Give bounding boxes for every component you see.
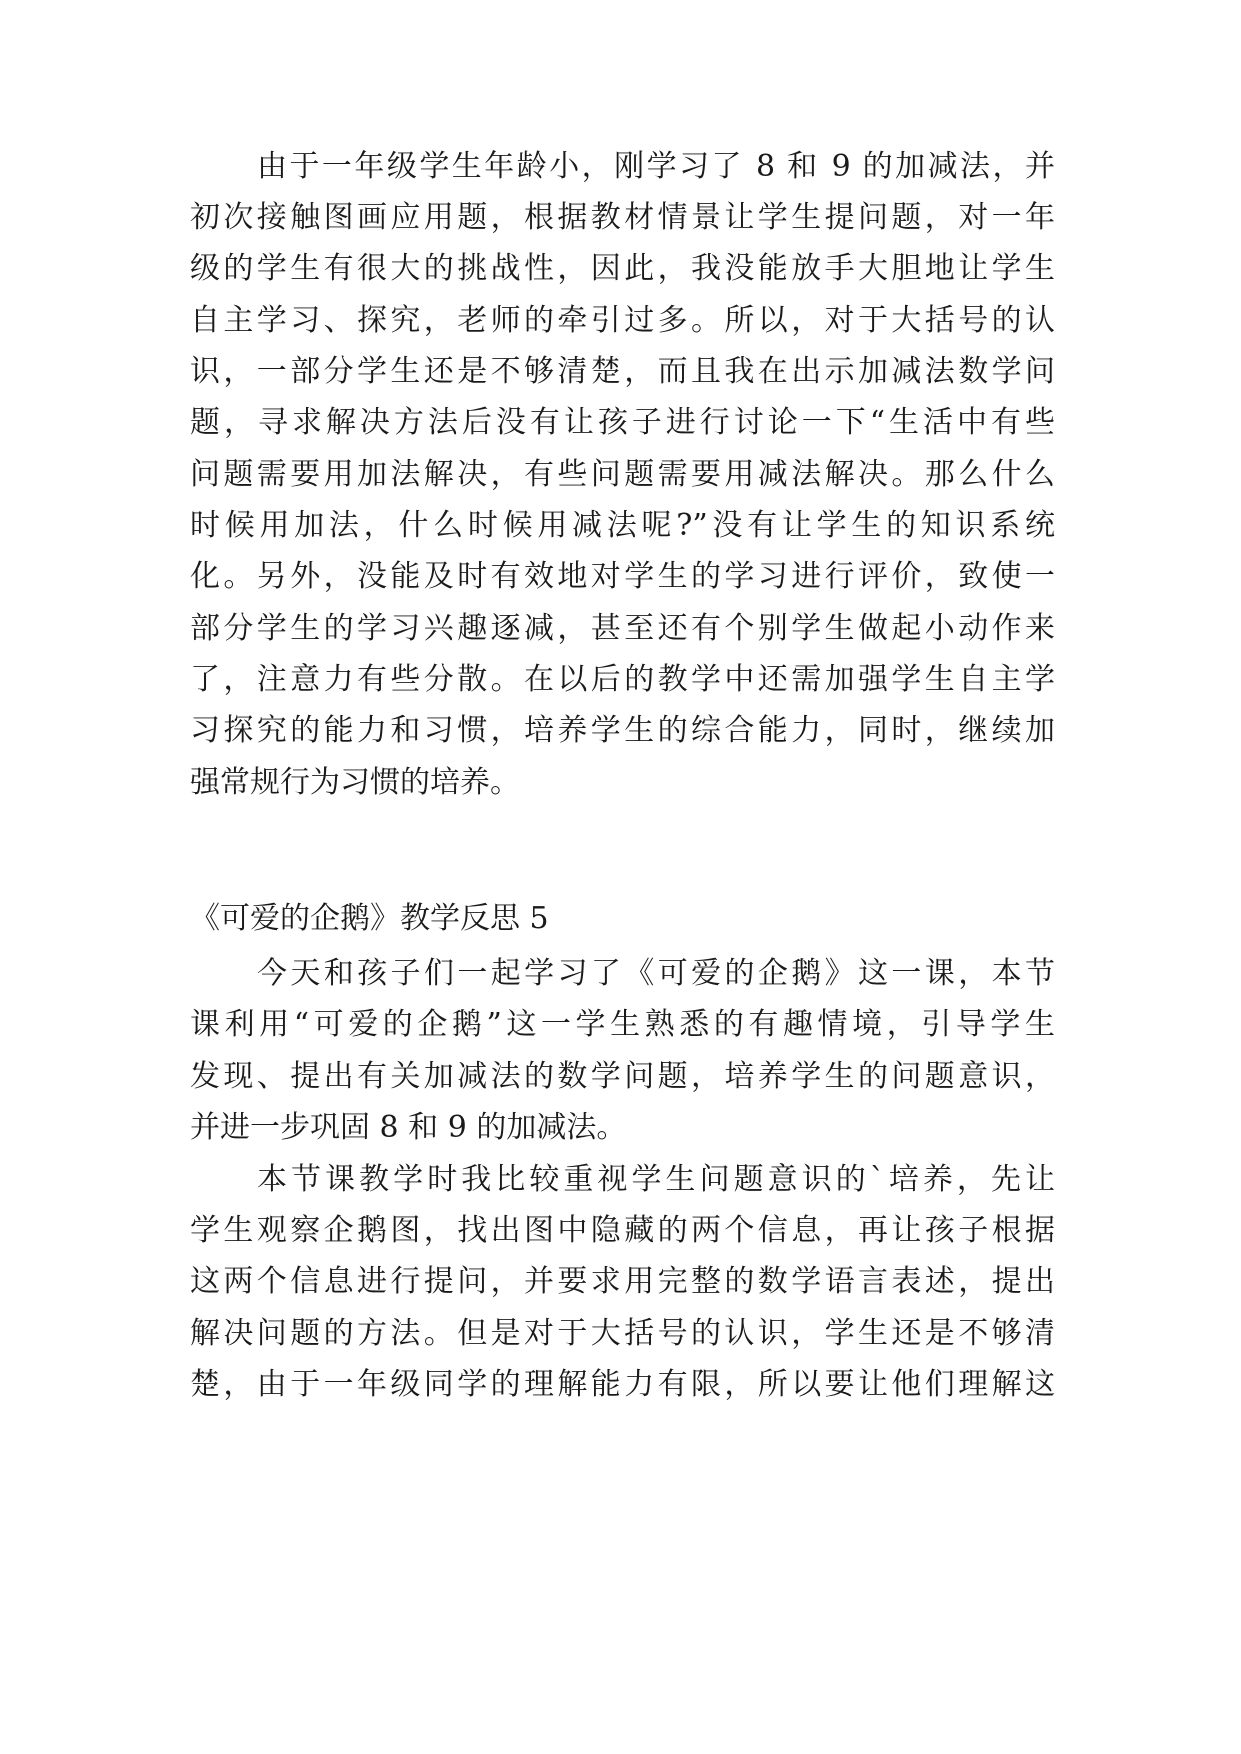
paragraph-3-line: 学生观察企鹅图，找出图中隐藏的两个信息，再让孩子根据 xyxy=(190,1213,1055,1248)
paragraph-3-line: 解决问题的方法。但是对于大括号的认识，学生还是不够清 xyxy=(190,1316,1055,1351)
section-title: 《可爱的企鹅》教学反思 5 xyxy=(190,901,549,936)
paragraph-1-line: 强常规行为习惯的培养。 xyxy=(190,765,520,800)
paragraph-1-line: 部分学生的学习兴趣逐减，甚至还有个别学生做起小动作来 xyxy=(190,611,1055,646)
paragraph-2-line: 并进一步巩固 8 和 9 的加减法。 xyxy=(190,1110,627,1145)
paragraph-1-line: 问题需要用加法解决，有些问题需要用减法解决。那么什么 xyxy=(190,457,1055,492)
paragraph-1-line: 识，一部分学生还是不够清楚，而且我在出示加减法数学问 xyxy=(190,354,1055,389)
paragraph-1-line: 时候用加法，什么时候用减法呢?”没有让学生的知识系统 xyxy=(190,508,1055,543)
paragraph-1-line: 级的学生有很大的挑战性，因此，我没能放手大胆地让学生 xyxy=(190,251,1055,286)
paragraph-3-line: 楚，由于一年级同学的理解能力有限，所以要让他们理解这 xyxy=(190,1367,1055,1402)
paragraph-1-line: 了，注意力有些分散。在以后的教学中还需加强学生自主学 xyxy=(190,662,1055,697)
paragraph-1-line: 题，寻求解决方法后没有让孩子进行讨论一下“生活中有些 xyxy=(190,405,1055,440)
paragraph-3-line: 本节课教学时我比较重视学生问题意识的`培养，先让 xyxy=(257,1162,1055,1197)
paragraph-1-line: 习探究的能力和习惯，培养学生的综合能力，同时，继续加 xyxy=(190,713,1055,748)
paragraph-2-line: 课利用“可爱的企鹅”这一学生熟悉的有趣情境，引导学生 xyxy=(190,1007,1055,1042)
paragraph-1-line: 初次接触图画应用题，根据教材情景让学生提问题，对一年 xyxy=(190,200,1055,235)
paragraph-2-line: 今天和孩子们一起学习了《可爱的企鹅》这一课，本节 xyxy=(257,956,1055,991)
paragraph-1-line: 由于一年级学生年龄小，刚学习了 8 和 9 的加减法，并 xyxy=(257,149,1055,184)
paragraph-3-line: 这两个信息进行提问，并要求用完整的数学语言表述，提出 xyxy=(190,1264,1055,1299)
paragraph-2-line: 发现、提出有关加减法的数学问题，培养学生的问题意识， xyxy=(190,1059,1055,1094)
paragraph-1-line: 自主学习、探究，老师的牵引过多。所以，对于大括号的认 xyxy=(190,303,1055,338)
paragraph-1-line: 化。另外，没能及时有效地对学生的学习进行评价，致使一 xyxy=(190,559,1055,594)
